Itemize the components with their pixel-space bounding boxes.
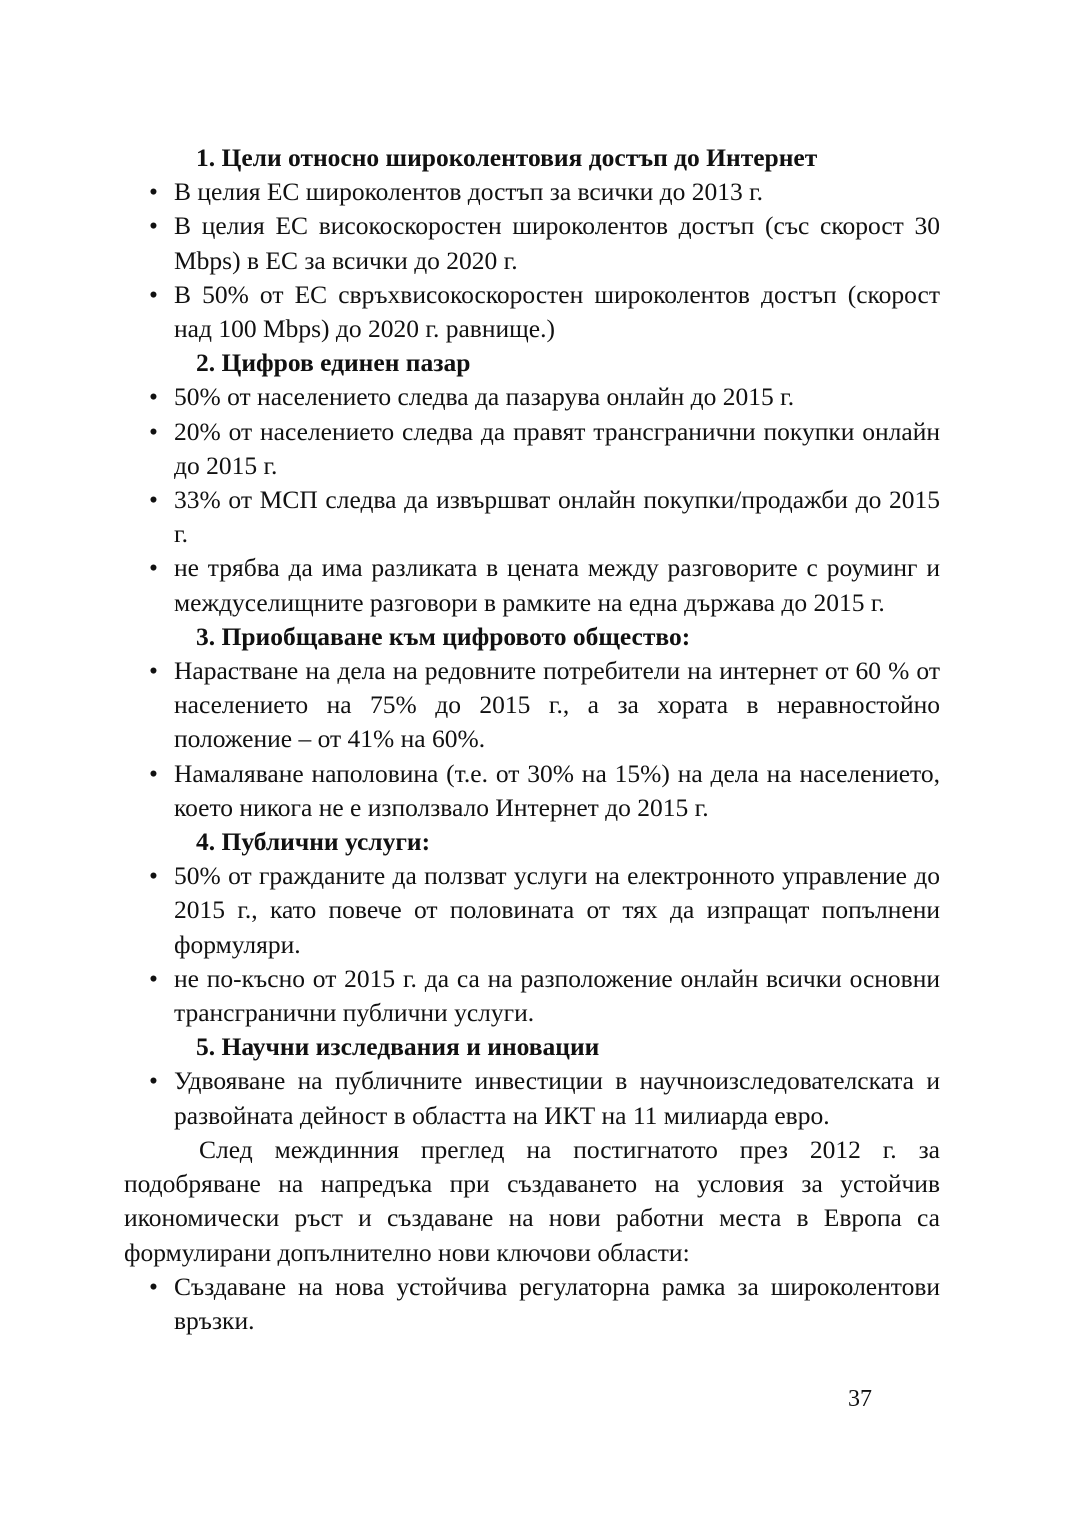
list-item-text: 20% от населението следва да правят трансгранични покупки онлайн до 2015 г.	[174, 416, 940, 480]
list-item-text: не трябва да има разликата в цената между разговорите с роуминг и междуселищните разговори в рамките на една държава до 2015 г.	[174, 553, 940, 617]
list-item	[124, 859, 940, 962]
list-item-text: Нарастване на дела на редовните потребители на интернет от 60 % от населението на 75% до 2015 г., а за хората в неравностойно положение – от 41% на 60%.	[174, 656, 940, 754]
list-item-text: В целия ЕС широколентов достъп за всички до 2013 г.	[174, 177, 764, 207]
list-item	[124, 1064, 940, 1132]
bullet-icon: •	[149, 656, 158, 686]
section-heading: 3. Приобщаване към цифровото общество:	[196, 621, 691, 651]
bullet-list	[124, 654, 940, 825]
body-paragraph: След междинния преглед на постигнатото през 2012 г. за подобряване на напредъка при създаването на условия за устойчив икономически ръст и създаване на нови работни места в Европа са формулирани допълнително нови ключови области:	[124, 1134, 940, 1267]
section-heading: 1. Цели относно широколентовия достъп до Интернет	[196, 143, 818, 172]
bullet-icon: •	[149, 416, 158, 446]
bullet-icon: •	[149, 485, 158, 515]
list-item	[124, 278, 940, 346]
list-item	[124, 209, 940, 277]
list-item-text: В целия ЕС високоскоростен широколентов достъп (със скорост 30 Mbps) в ЕС за всички до 2020 г.	[174, 211, 940, 275]
bullet-list	[124, 1270, 940, 1338]
page-number: 37	[848, 1386, 872, 1412]
list-item-text: Намаляване наполовина (т.е. от 30% на 15%) на дела на населението, което никога не е използвало Интернет до 2015 г.	[174, 758, 940, 822]
list-item	[124, 757, 940, 825]
section-heading: 5. Научни изследвания и иновации	[196, 1032, 600, 1062]
section-broadband	[124, 141, 940, 346]
bullet-list	[124, 1064, 940, 1132]
list-item	[124, 175, 940, 209]
list-item	[124, 551, 940, 619]
bullet-icon: •	[149, 382, 158, 412]
list-item	[124, 380, 940, 414]
bullet-icon: •	[149, 1066, 158, 1096]
list-item-text: не по-късно от 2015 г. да са на разположение онлайн всички основни трансгранични публични услуги.	[174, 963, 940, 1028]
list-item	[124, 415, 940, 483]
section-public-services	[124, 825, 940, 1030]
bullet-icon: •	[149, 861, 158, 891]
bullet-icon: •	[149, 758, 158, 788]
list-item	[124, 962, 940, 1030]
bullet-icon: •	[149, 177, 158, 207]
section-heading: 2. Цифров единен пазар	[196, 348, 471, 378]
section-digital-market	[124, 346, 940, 620]
bullet-icon: •	[149, 211, 158, 241]
list-item-text: 50% от гражданите да ползват услуги на електронното управление до 2015 г., като повече от половината от тях да изпращат попълнени формуляри.	[174, 861, 940, 959]
bullet-list	[124, 859, 940, 1030]
section-heading: 4. Публични услуги:	[196, 827, 431, 857]
section-research-innovation	[124, 1030, 940, 1133]
list-item-text: В 50% от ЕС свръхвисокоскоростен широколентов достъп (скорост над 100 Mbps) до 2020 г. равнище.)	[174, 279, 940, 344]
list-item	[124, 654, 940, 757]
list-item	[124, 1270, 940, 1338]
list-item-text: Създаване на нова устойчива регулаторна рамка за широколентови връзки.	[174, 1271, 940, 1335]
list-item	[124, 483, 940, 551]
bullet-icon: •	[149, 279, 158, 309]
bullet-list	[124, 380, 940, 619]
bullet-icon: •	[149, 1271, 158, 1301]
bullet-icon: •	[149, 963, 158, 993]
list-item-text: 33% от МСП следва да извършват онлайн покупки/продажби до 2015 г.	[174, 485, 940, 549]
bullet-icon: •	[149, 553, 158, 583]
section-digital-inclusion	[124, 620, 940, 825]
bullet-list	[124, 175, 940, 346]
document-body	[124, 141, 940, 1338]
list-item-text: 50% от населението следва да пазарува онлайн до 2015 г.	[174, 382, 795, 412]
list-item-text: Удвояване на публичните инвестиции в научноизследователската и развойната дейност в областта на ИКТ на 11 милиарда евро.	[174, 1066, 940, 1130]
